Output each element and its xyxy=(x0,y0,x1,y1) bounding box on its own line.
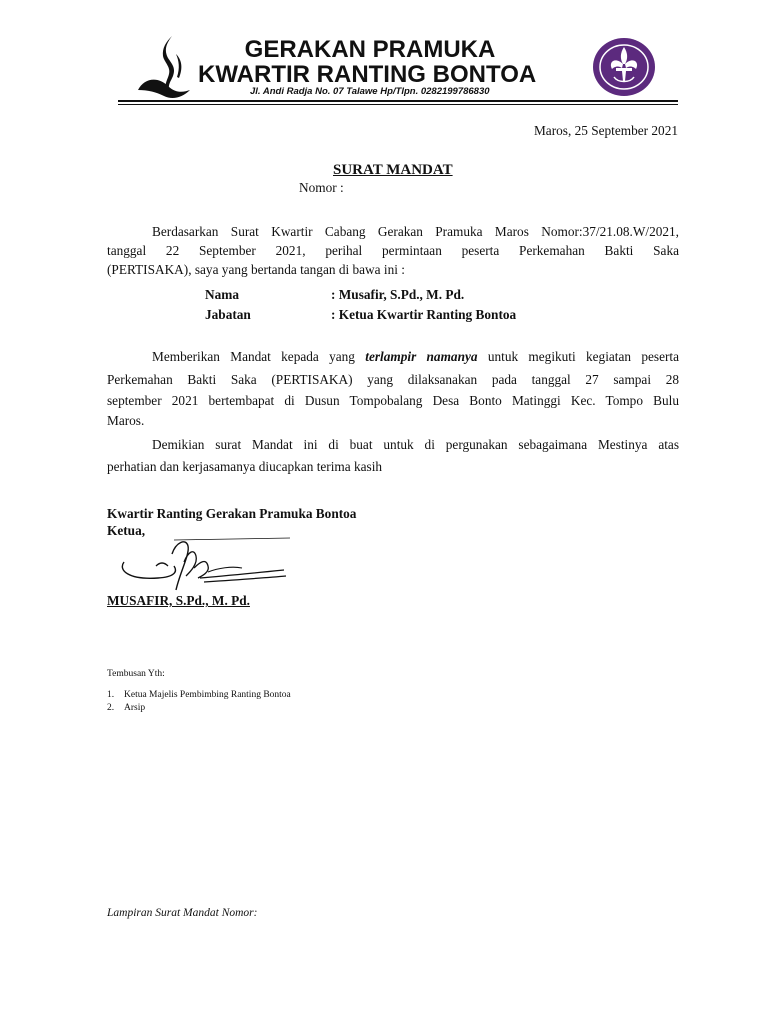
cc-item-num: 2. xyxy=(107,703,115,713)
para2-line1-end: untuk megikuti kegiatan peserta xyxy=(477,349,679,364)
cc-heading: Tembusan Yth: xyxy=(107,669,165,679)
para3-line1: Demikian surat Mandat ini di buat untuk di pergunakan sebagaimana Mestinya atas xyxy=(152,437,679,452)
para1-line2: tanggal 22 September 2021, perihal permintaan peserta Perkemahan Bakti Saka xyxy=(107,243,679,258)
position-value: : Ketua Kwartir Ranting Bontoa xyxy=(331,307,517,322)
para1-line1: Berdasarkan Surat Kwartir Cabang Gerakan Pramuka Maros Nomor:37/21.08.W/2021, xyxy=(152,224,679,239)
scout-emblem xyxy=(592,37,656,97)
position-label: Jabatan xyxy=(205,307,251,322)
cc-item-text: Arsip xyxy=(124,703,146,713)
document-title: SURAT MANDAT xyxy=(333,162,453,178)
para1-line3: (PERTISAKA), saya yang bertanda tangan di bawa ini : xyxy=(107,262,405,277)
date-line: Maros, 25 September 2021 xyxy=(533,123,678,138)
para2-line2: Perkemahan Bakti Saka (PERTISAKA) yang dilaksanakan pada tanggal 27 sampai 28 xyxy=(107,372,679,387)
address: Jl. Andi Radja No. 07 Talawe Hp/Tlpn. 0282199786830 xyxy=(250,86,490,97)
header-rule xyxy=(118,100,678,102)
attachment-note: Lampiran Surat Mandat Nomor: xyxy=(107,907,258,919)
handwritten-signature xyxy=(114,532,294,596)
cc-item-text: Ketua Majelis Pembimbing Ranting Bontoa xyxy=(124,690,291,700)
signature-org: Kwartir Ranting Gerakan Pramuka Bontoa xyxy=(107,506,357,521)
para2-line4: Maros. xyxy=(107,413,145,428)
para2-line3: september 2021 bertembapat di Dusun Tompobalang Desa Bonto Matinggi Kec. Tompo Bulu xyxy=(107,393,679,408)
signature-role: Ketua, xyxy=(107,523,146,538)
number-label: Nomor : xyxy=(299,180,344,195)
name-value: : Musafir, S.Pd., M. Pd. xyxy=(331,287,465,302)
para2-line1-start: Memberikan Mandat kepada yang xyxy=(152,349,366,364)
signature-name: MUSAFIR, S.Pd., M. Pd. xyxy=(107,593,250,608)
para2-emphasis: terlampir namanya xyxy=(365,349,478,364)
name-label: Nama xyxy=(205,287,239,302)
para2-line1 xyxy=(152,347,679,366)
org-name: GERAKAN PRAMUKA xyxy=(244,36,496,63)
header-rule-thin xyxy=(118,104,678,105)
cc-item-num: 1. xyxy=(107,690,115,700)
branch-name: KWARTIR RANTING BONTOA xyxy=(198,61,537,88)
para3-line2: perhatian dan kerjasamanya diucapkan terima kasih xyxy=(107,459,383,474)
